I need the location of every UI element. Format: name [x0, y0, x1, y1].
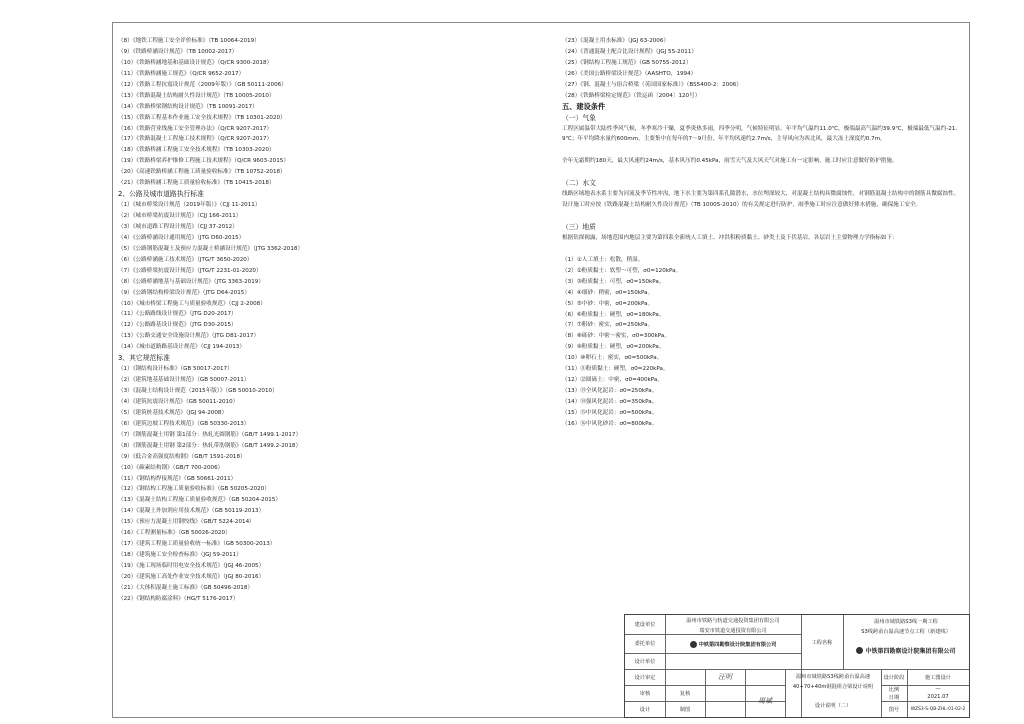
list-item: （16）《工程测量标准》（GB 50026-2020） — [118, 530, 231, 537]
list-item: （3）《混凝土结构设计规范（2015年版）》（GB 50010-2010） — [118, 388, 278, 394]
list-item: （17）《建筑工程施工质量验收统一标准》（GB 50300-2013） — [118, 541, 276, 548]
drawing-title-line-1: 温州市域铁路S3线跨甬台温高速 — [795, 673, 871, 680]
list-item: （15）《铁路工程基本作业施工安全技术规程》（TB 10301-2020） — [118, 114, 286, 121]
list-item: （19）《铁路桥梁养护维修工程施工技术规程》（Q/CR 9603-2015） — [118, 158, 289, 165]
drawing-title-line-2: 40+70+40m钢混组合梁设计说明 — [792, 683, 874, 690]
label-owner: 建设单位 — [634, 622, 656, 628]
list-item: （6）《公路桥涵施工技术规范》（JTG/T 3650-2020） — [118, 256, 253, 263]
left-column — [118, 36, 548, 605]
list-item: （6）⑥粉质黏土：硬塑，σ0=180kPa。 — [562, 311, 665, 318]
label-check: 复核 — [679, 690, 691, 697]
list-item: （23）《混凝土用水标准》（JGJ 63-2006） — [562, 38, 670, 44]
list-item: （11）《公路路线设计规范》（JTG D20-2017） — [118, 311, 237, 318]
list-item: （8）《公路桥涵地基与基础设计规范》（JTG 3363-2019） — [118, 278, 264, 285]
list-item: （13）《混凝土结构工程施工质量验收规范》（GB 50204-2015） — [118, 497, 281, 504]
list-item: （14）《城市道路路基设计规范》（CJJ 194-2013） — [118, 344, 245, 351]
list-item: （7）《公路桥梁抗震设计规范》（JTG/T 2231-01-2020） — [118, 267, 262, 274]
list-item: （9）⑨粉质黏土：硬塑，σ0=200kPa。 — [562, 344, 665, 351]
stage-value: 施工图设计 — [925, 674, 951, 681]
list-item: （12）⑫圆砾土：中密，σ0=400kPa。 — [562, 377, 663, 384]
label-designer: 设计单位 — [634, 658, 656, 665]
subsection-heading: （二）水文 — [562, 179, 596, 188]
right-column — [562, 36, 962, 430]
label-scale: 比例 — [888, 686, 900, 693]
list-item: （25）《钢结构工程施工规范》（GB 50755-2012） — [562, 59, 692, 66]
list-item: （13）⑬全风化泥岩：σ0=250kPa。 — [562, 388, 658, 395]
subsection-heading: （一）气象 — [562, 113, 596, 122]
list-item: （3）《城市道路工程设计规范》（CJJ 37-2012） — [118, 223, 238, 230]
list-item: （12）《钢结构工程施工质量验收标准》（GB 50205-2020） — [118, 486, 270, 493]
list-item: （7）《钢筋混凝土用钢 第1部分：热轧光圆钢筋》（GB/T 1499.1-2017） — [118, 431, 302, 438]
company-logo-icon — [690, 641, 697, 648]
list-item: （8）⑧砾砂：中密～密实，σ0=300kPa。 — [562, 333, 670, 340]
list-item: （5）⑤中砂：中密，σ0=200kPa。 — [562, 300, 654, 307]
list-item: （5）《公路钢筋混凝土及预应力混凝土桥涵设计规范》（JTG 3362-2018） — [118, 245, 304, 252]
subsection-heading: （三）地质 — [562, 223, 596, 232]
list-item: （14）《混凝土外加剂应用技术规范》（GB 50119-2013） — [118, 508, 265, 515]
label-stage: 设计阶段 — [883, 674, 905, 681]
list-item: （14）《铁路桥梁钢结构设计规范》（TB 10091-2017） — [118, 103, 258, 110]
list-item: （11）《钢结构焊接规范》（GB 50661-2011） — [118, 475, 237, 482]
list-item: （4）④细砂：稍密，σ0=150kPa。 — [562, 289, 654, 296]
list-item: （3）③粉质黏土：可塑，σ0=150kPa。 — [562, 278, 665, 285]
designer-name-small: 中铁第四勘察设计院集团有限公司 — [665, 637, 801, 651]
list-item: （1）①人工填土：松散，稍湿。 — [562, 256, 644, 263]
list-item: （17）《铁路混凝土工程施工技术规程》（Q/CR 9207-2017） — [118, 136, 273, 143]
list-item: （16）⑯中风化砂岩：σ0=800kPa。 — [562, 420, 658, 427]
list-item: （12）《铁路工程抗震设计规范（2009年版）》（GB 50111-2006） — [118, 81, 287, 88]
list-item: （2）《城市桥梁抗震设计规范》（CJJ 166-2011） — [118, 213, 242, 219]
list-item: （19）《施工现场临时用电安全技术规范》（JGJ 46-2005） — [118, 563, 265, 569]
list-item: （11）⑪粉质黏土：硬塑，σ0=220kPa。 — [562, 366, 669, 373]
list-item: （12）《公路路基设计规范》（JTG D30-2015） — [118, 322, 237, 329]
list-item: （2）②粉质黏土：软塑～可塑，σ0=120kPa。 — [562, 267, 682, 274]
list-item: （21）《铁路桥涵工程施工质量验收标准》（TB 10415-2018） — [118, 180, 275, 187]
list-item: （10）⑩卵石土：密实，σ0=500kPa。 — [562, 355, 663, 362]
list-item: （10）《碳素结构钢》（GB/T 700-2006） — [118, 464, 224, 471]
paragraph: 线路区域地表水系主要为河流及季节性冲沟，地下水主要为第四系孔隙潜水，水位埋深较大，对混凝土结构具微腐蚀性，对钢筋混凝土结构中的钢筋具微腐蚀性。设计施工时应按《铁路混凝土结构耐久性设计规范》（TB 10005-2010）的有关规定进行防护，雨季施工时应注意做好排水措施，确保施工安全。 — [562, 191, 960, 209]
label-project: 工程名称 — [811, 639, 833, 646]
owner-name: 温州市铁路与轨道交通投资集团有限公司 — [686, 617, 780, 624]
title-block — [624, 614, 970, 718]
paragraph: 根据钻探揭露，场地范围内地层主要为第四系全新统人工填土、冲洪积粉质黏土、砂类土及下伏基岩，各层岩土主要物理力学指标如下： — [562, 234, 898, 241]
list-item: （8）《地铁工程施工安全评价标准》（TB 10064-2019） — [118, 38, 260, 44]
subsection-heading: 3、其它规范标准 — [118, 354, 170, 363]
list-item: （5）《建筑桩基技术规范》（JGJ 94-2008） — [118, 409, 228, 416]
date-value: 2021.07 — [927, 694, 949, 700]
list-item: （13）《公路交通安全设施设计规范》（JTG D81-2017） — [118, 333, 260, 340]
list-item: （26）《美国公路桥梁设计规范》（AASHTO，1994） — [562, 70, 697, 77]
list-item: （13）《铁路混凝土结构耐久性设计规范》（TB 10005-2010） — [118, 92, 275, 99]
list-item: （28）《铁路桥梁检定规范》（铁运函〔2004〕120号） — [562, 92, 701, 99]
label-approve: 审核 — [639, 690, 651, 697]
list-item: （10）《城市桥梁工程施工与质量验收规范》（CJJ 2-2008） — [118, 300, 266, 307]
project-line-2: S3线跨甬台温高速节点工程（新建线） — [861, 629, 951, 635]
label-date: 日期 — [888, 694, 900, 701]
list-item: （16）《铁路营业线施工安全管理办法》（Q/CR 9207-2017） — [118, 125, 273, 132]
drawing-no-value: WZS3-S-QB-ZHL-01-02-2 — [910, 706, 966, 712]
list-item: （15）⑮中风化泥岩：σ0=500kPa。 — [562, 409, 658, 416]
label-drawing-no: 图号 — [888, 706, 900, 713]
list-item: （8）《钢筋混凝土用钢 第2部分：热轧带肋钢筋》（GB/T 1499.2-2018） — [118, 442, 302, 449]
scale-value: — — [935, 686, 941, 692]
signature-1: 汪明 — [718, 673, 732, 681]
label-draw: 制图 — [679, 706, 691, 713]
list-item: （18）《建筑施工安全检查标准》（JGJ 59-2011） — [118, 552, 242, 559]
list-item: （7）⑦粗砂：密实，σ0=250kPa。 — [562, 322, 654, 329]
list-item: （27）《钢、混凝土与组合桥梁（英国国家标准）》（BS5400-2：2006） — [562, 81, 742, 88]
project-line-1: 温州市域铁路S3线一期工程 — [874, 619, 938, 625]
designer-name-big: 中铁第四勘察设计院集团有限公司 — [843, 643, 969, 657]
list-item: （20）《建筑施工高处作业安全技术规范》（JGJ 80-2016） — [118, 573, 265, 580]
list-item: （15）《预应力混凝土用钢绞线》（GB/T 5224-2014） — [118, 519, 255, 526]
list-item: （20）《高速铁路桥涵工程施工质量验收标准》（TB 10752-2018） — [118, 169, 286, 176]
list-item: （2）《建筑地基基础设计规范》（GB 50007-2011） — [118, 377, 250, 384]
label-design: 设计 — [639, 706, 651, 713]
list-item: （1）《城市桥梁设计规范（2019年版）》（CJJ 11-2011） — [118, 202, 261, 209]
label-design-review: 设计审定 — [634, 674, 656, 681]
subsection-heading: 2、公路及城市道路执行标准 — [118, 190, 204, 199]
section-heading: 五、建设条件 — [562, 101, 606, 111]
list-item: （6）《建筑边坡工程技术规范》（GB 50330-2013） — [118, 420, 250, 427]
list-item: （21）《大体积混凝土施工标准》（GB 50496-2018） — [118, 584, 254, 591]
client-name: 瑞安市铁道交通投资有限公司 — [699, 627, 767, 634]
list-item: （10）《铁路桥涵地基和基础设计规范》（Q/CR 9300-2018） — [118, 59, 273, 66]
list-item: （4）《公路桥涵设计通用规范》（JTG D60-2015） — [118, 234, 245, 241]
label-client: 委托单位 — [634, 641, 656, 647]
list-item: （18）《铁路桥涵工程施工安全技术规程》（TB 10303-2020） — [118, 147, 275, 154]
paragraph: 全年无霜期约180天，最大风速约24m/s，基本风压约0.45kPa，雨雪天气及大风天气对施工有一定影响，施工时应注意做好防护措施。 — [562, 158, 898, 165]
list-item: （4）《建筑抗震设计规范》（GB 50011-2010） — [118, 398, 239, 405]
list-item: （14）⑭强风化泥岩：σ0=350kPa。 — [562, 399, 658, 406]
list-item: （9）《铁路桥涵设计规范》（TB 10002-2017） — [118, 48, 238, 55]
list-item: （9）《低合金高强度结构钢》（GB/T 1591-2018） — [118, 453, 246, 460]
list-item: （1）《钢结构设计标准》（GB 50017-2017） — [118, 366, 233, 373]
drawing-title-line-3: 设计说明（二） — [814, 702, 852, 709]
signature-2: 周斌 — [758, 697, 772, 705]
list-item: （24）《普通混凝土配合比设计规程》（JGJ 55-2011） — [562, 48, 697, 55]
list-item: （9）《公路钢结构桥梁设计规范》（JTG D64-2015） — [118, 289, 250, 296]
company-logo-large-icon — [856, 647, 863, 654]
list-item: （11）《铁路桥涵施工规范》（Q/CR 9652-2017） — [118, 70, 245, 77]
paragraph: 工程区属温带大陆性季风气候，冬季寒冷干燥，夏季炎热多雨，四季分明，气候特征明显。年平均气温约11.0℃，极端最高气温约39.9℃，极端最低气温约-21.9℃；年平均降水量约600mm，主要集中在每年的7～9月份，年平均风速约2.7m/s，主导风向为西北风，最大冻土深度约0.7m。 — [562, 125, 958, 143]
list-item: （22）《钢结构防腐涂料》（HG/T 5176-2017） — [118, 595, 239, 602]
